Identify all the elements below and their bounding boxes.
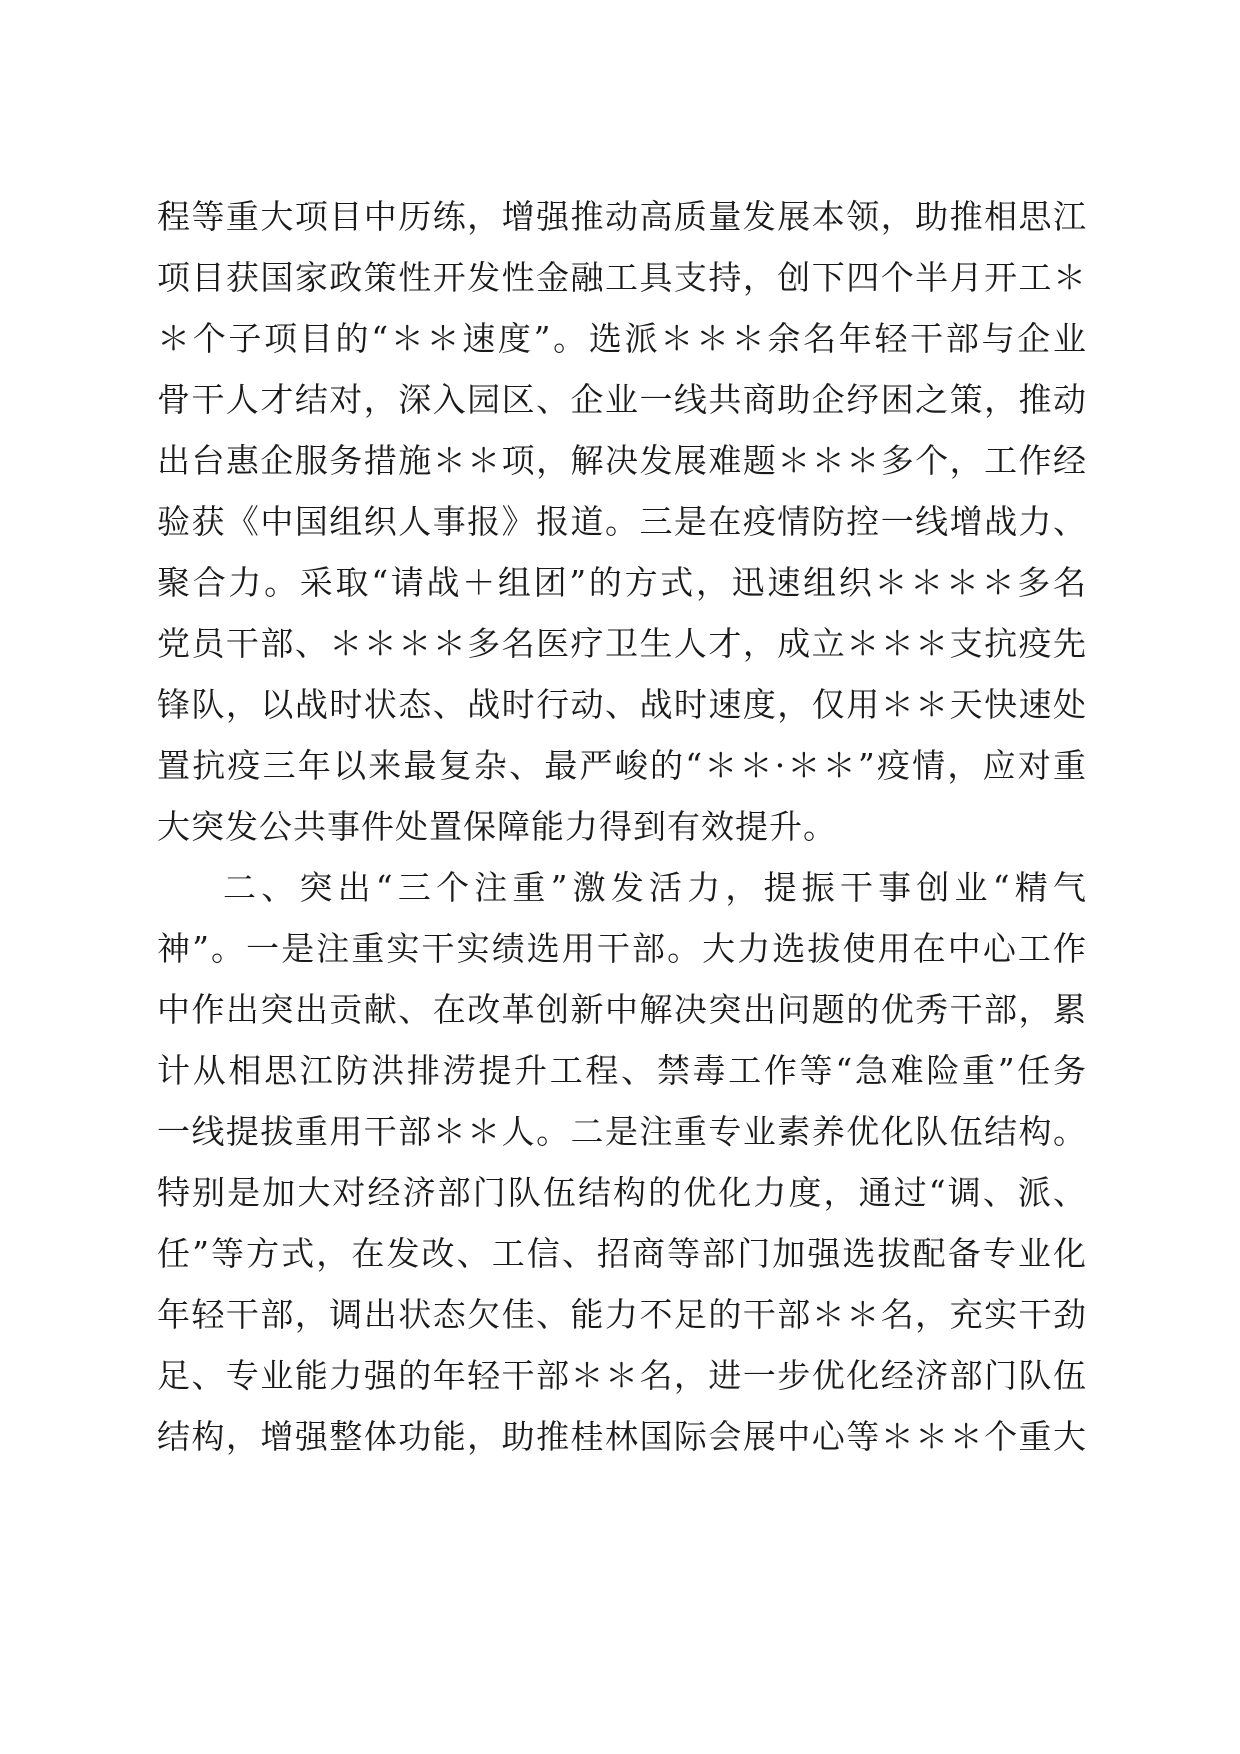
text-line: 足、专业能力强的年轻干部＊＊名，进一步优化经济部门队伍 — [157, 1356, 1087, 1395]
text-line: 项目获国家政策性开发性金融工具支持，创下四个半月开工＊ — [157, 258, 1087, 297]
text-line: 年轻干部，调出状态欠佳、能力不足的干部＊＊名，充实干劲 — [157, 1295, 1087, 1334]
text-line: 锋队，以战时状态、战时行动、战时速度，仅用＊＊天快速处 — [157, 685, 1087, 724]
text-line: 程等重大项目中历练，增强推动高质量发展本领，助推相思江 — [157, 197, 1087, 236]
body-text — [157, 186, 1087, 1467]
section-heading-line: 二、突出“三个注重”激发活力，提振干事创业“精气 — [223, 868, 1087, 907]
text-line: 一线提拔重用干部＊＊人。二是注重专业素养优化队伍结构。 — [157, 1112, 1087, 1151]
text-line: 聚合力。采取“请战＋组团”的方式，迅速组织＊＊＊＊多名 — [157, 563, 1087, 602]
text-line: 神”。一是注重实干实绩选用干部。大力选拔使用在中心工作 — [157, 929, 1087, 968]
text-line: 结构，增强整体功能，助推桂林国际会展中心等＊＊＊个重大 — [157, 1417, 1087, 1456]
text-line: 骨干人才结对，深入园区、企业一线共商助企纾困之策，推动 — [157, 380, 1087, 419]
text-line: ＊个子项目的“＊＊速度”。选派＊＊＊余名年轻干部与企业 — [157, 319, 1087, 358]
text-line: 任”等方式，在发改、工信、招商等部门加强选拔配备专业化 — [157, 1234, 1087, 1273]
text-line: 大突发公共事件处置保障能力得到有效提升。 — [157, 807, 837, 846]
text-line: 特别是加大对经济部门队伍结构的优化力度，通过“调、派、 — [157, 1173, 1087, 1212]
text-line: 验获《中国组织人事报》报道。三是在疫情防控一线增战力、 — [157, 502, 1087, 541]
text-line: 置抗疫三年以来最复杂、最严峻的“＊＊·＊＊”疫情，应对重 — [157, 746, 1087, 785]
text-line: 党员干部、＊＊＊＊多名医疗卫生人才，成立＊＊＊支抗疫先 — [157, 624, 1087, 663]
text-line: 中作出突出贡献、在改革创新中解决突出问题的优秀干部，累 — [157, 990, 1087, 1029]
text-line: 出台惠企服务措施＊＊项，解决发展难题＊＊＊多个，工作经 — [157, 441, 1087, 480]
text-line: 计从相思江防洪排涝提升工程、禁毒工作等“急难险重”任务 — [157, 1051, 1087, 1090]
